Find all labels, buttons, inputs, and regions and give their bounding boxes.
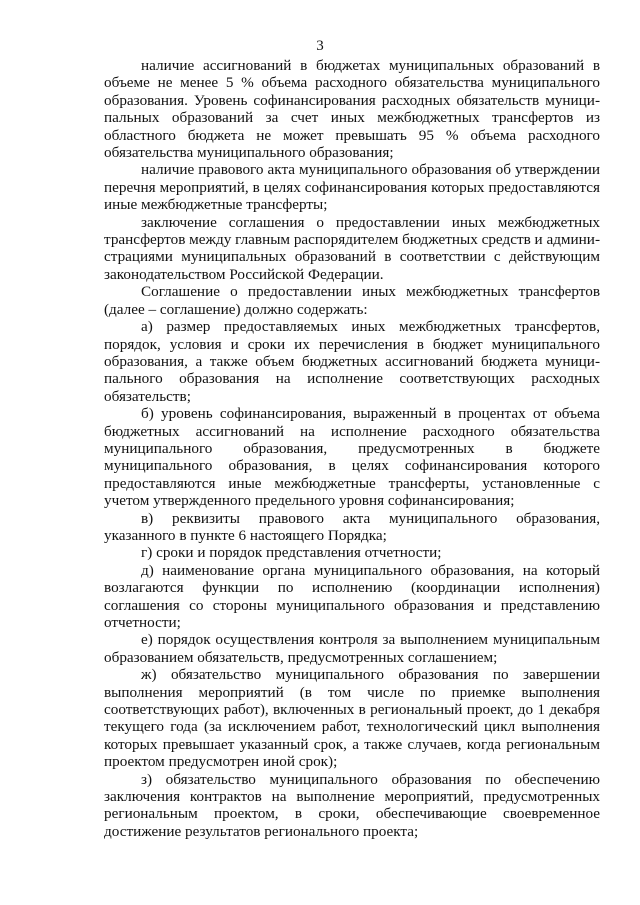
paragraph-item-b: б) уровень софинансирования, выраженный в процентах от объема бюджетных ассигнований на исполнение расходного обязательства муниципального образования, предусмотренных в бюджете муниципального образования, в целях софинансирования которого предоставляются иные межбюджетные трансферты, установленные с учетом утвержденного предельного уровня софинансирования; [104,405,600,510]
paragraph-agreement-conclusion: заключение соглашения о предоставлении иных межбюджетных трансфертов между главным распорядителем бюджетных средств и администрациями муниципальных образований в соответствии с действующим законодательством Российской Федерации. [104,213,600,283]
paragraph-item-g: г) сроки и порядок представления отчетности; [141,544,442,562]
page-number: 3 [316,38,324,54]
body-text [104,57,600,840]
paragraph-item-z: з) обязательство муниципального образования по обеспечению заключения контрактов на выполнение мероприятий, предусмотренных региональным проектом, в сроки, обеспечивающие своевременное достижение результатов регионального проекта; [104,770,600,840]
paragraph-item-e: е) порядок осуществления контроля за выполнением муниципальным образованием обязательств, предусмотренных соглашением; [104,631,600,666]
paragraph-funding-requirement: наличие ассигнований в бюджетах муниципальных образований в объеме не менее 5 % объема расходного обязательства муниципального образования. Уровень софинансирования расходных обязательств муниципальных образований за счет иных межбюджетных трансфертов из областного бюджета не может превышать 95 % объема расходного обязательства муниципального образования; [104,57,600,162]
paragraph-agreement-contents: Соглашение о предоставлении иных межбюджетных трансфертов (далее – соглашение) должно содержать: [104,283,600,318]
paragraph-item-v: в) реквизиты правового акта муниципального образования, указанного в пункте 6 настоящего Порядка; [104,509,600,544]
paragraph-item-a: а) размер предоставляемых иных межбюджетных трансфертов, порядок, условия и сроки их перечисления в бюджет муниципального образования, а также объем бюджетных ассигнований бюджета муниципального образования на исполнение соответствующих расходных обязательств; [104,318,600,405]
paragraph-legal-act: наличие правового акта муниципального образования об утверждении перечня мероприятий, в целях софинансирования которых предоставляются иные межбюджетные трансферты; [104,161,600,214]
paragraph-item-d: д) наименование органа муниципального образования, на который возлагаются функции по исполнению (координации исполнения) соглашения со стороны муниципального образования и представлению отчетности; [104,561,600,631]
paragraph-item-zh: ж) обязательство муниципального образования по завершении выполнения мероприятий (в том числе по приемке выполнения соответствующих работ), включенных в региональный проект, до 1 декабря текущего года (за исключением работ, технологический цикл выполнения которых превышает указанный срок, а также случаев, когда региональным проектом предусмотрен иной срок); [104,666,600,771]
